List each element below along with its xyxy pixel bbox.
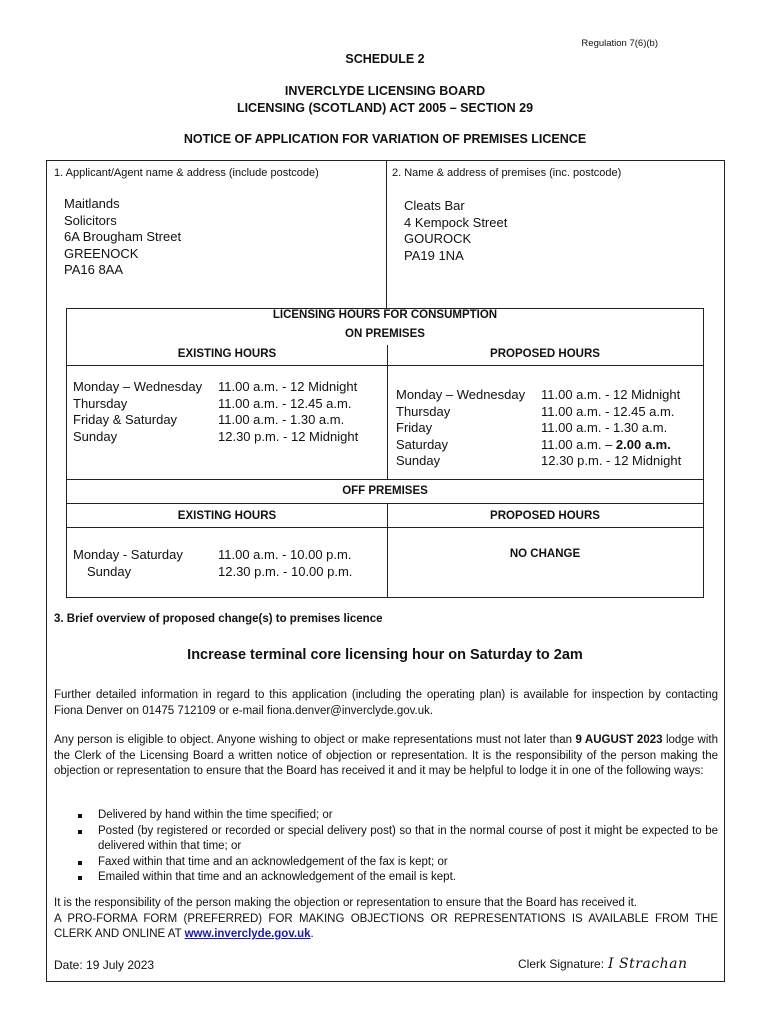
on-proposed-schedule — [396, 387, 696, 470]
on-premises-title: ON PREMISES — [345, 328, 425, 340]
schedule-row — [396, 420, 696, 437]
council-website-link[interactable]: www.inverclyde.gov.uk — [184, 928, 311, 940]
schedule-time: 12.30 p.m. - 12 Midnight — [541, 453, 682, 468]
hours-title: LICENSING HOURS FOR CONSUMPTION — [272, 309, 498, 321]
bullet-icon — [78, 861, 82, 865]
notice-heading — [0, 131, 770, 148]
act-reference: LICENSING (SCOTLAND) ACT 2005 – SECTION 29 — [236, 101, 534, 115]
proforma-text: A PRO-FORMA FORM (PREFERRED) FOR MAKING OBJECTIONS OR REPRESENTATIONS IS AVAILABLE FROM THE CLERK AND ONLINE AT — [54, 912, 718, 940]
schedule-day: Thursday — [396, 403, 451, 419]
schedule-day: Monday – Wednesday — [396, 387, 526, 402]
schedule-time: 11.00 a.m. - 1.30 a.m. — [541, 420, 668, 435]
lodging-methods-list — [54, 808, 718, 886]
applicant-line: 6A Brougham Street — [64, 229, 182, 244]
clerk-signature-block — [518, 956, 688, 972]
schedule-time — [541, 437, 671, 454]
off-proposed-value: NO CHANGE — [509, 548, 581, 560]
schedule-time: 11.00 a.m. - 12.45 a.m. — [541, 403, 675, 419]
off-premises-title: OFF PREMISES — [342, 485, 428, 497]
applicant-line: Solicitors — [64, 212, 117, 228]
applicant-label: 1. Applicant/Agent name & address (include postcode) — [54, 167, 319, 179]
on-proposed-header: PROPOSED HOURS — [490, 348, 600, 360]
schedule-title: SCHEDULE 2 — [345, 52, 425, 66]
off-existing-schedule — [73, 547, 383, 580]
schedule-row — [396, 437, 696, 454]
list-item — [54, 855, 718, 871]
schedule-day: Sunday — [73, 428, 118, 444]
schedule-day: Monday – Wednesday — [73, 379, 203, 394]
time-start: 11.00 a.m. – — [541, 436, 616, 452]
objection-paragraph — [54, 733, 718, 780]
licensing-hours-table — [66, 308, 704, 598]
schedule-time: 11.00 a.m. - 12 Midnight — [541, 387, 681, 402]
schedule-row — [73, 379, 383, 396]
regulation-reference: Regulation 7(6)(b) — [581, 38, 658, 49]
premises-line: 4 Kempock Street — [404, 214, 508, 230]
applicant-line: Maitlands — [64, 196, 120, 211]
table-rule — [67, 365, 703, 366]
schedule-time: 12.30 p.m. - 12 Midnight — [218, 428, 359, 444]
signature-label: Clerk Signature: — [518, 957, 605, 971]
on-existing-header: EXISTING HOURS — [177, 348, 277, 360]
bullet-icon — [78, 830, 82, 834]
premises-label: 2. Name & address of premises (inc. postcode) — [392, 167, 622, 179]
premises-line: PA19 1NA — [404, 247, 464, 263]
schedule-day: Sunday — [87, 563, 132, 579]
schedule-day: Saturday — [396, 436, 449, 452]
schedule-row — [73, 412, 383, 429]
board-name: INVERCLYDE LICENSING BOARD — [284, 84, 486, 98]
off-existing-header: EXISTING HOURS — [177, 510, 277, 522]
schedule-day: Thursday — [73, 395, 128, 411]
schedule-row — [396, 387, 696, 404]
notice-date: Date: 19 July 2023 — [54, 958, 155, 972]
schedule-row — [73, 547, 383, 564]
link-suffix: . — [310, 928, 314, 940]
schedule-row — [396, 453, 696, 470]
schedule-time: 11.00 a.m. - 12 Midnight — [218, 379, 358, 394]
further-info-paragraph: Further detailed information in regard to this application (including the operating plan) is available for inspection by contacting Fiona Denver on 01475 712109 or e-mail fiona.denver@inverclyde.gov.uk. — [54, 689, 718, 717]
closing-paragraph — [54, 896, 718, 943]
objection-deadline: 9 AUGUST 2023 — [575, 734, 663, 746]
schedule-time: 11.00 a.m. - 12.45 a.m. — [218, 395, 352, 411]
list-item-text: Delivered by hand within the time specified; or — [98, 809, 333, 821]
table-rule — [67, 479, 703, 480]
board-heading — [0, 83, 770, 117]
table-rule — [67, 527, 703, 528]
schedule-day: Friday — [396, 420, 433, 435]
overview-label: 3. Brief overview of proposed change(s) to premises licence — [54, 613, 383, 625]
list-item — [54, 824, 718, 855]
schedule-time: 11.00 a.m. - 10.00 p.m. — [218, 547, 352, 562]
premises-line: Cleats Bar — [404, 198, 465, 213]
schedule-heading — [0, 51, 770, 68]
responsibility-note: It is the responsibility of the person making the objection or representation to ensure that the Board has received it. — [54, 897, 638, 909]
schedule-day: Sunday — [396, 453, 441, 468]
bullet-icon — [78, 814, 82, 818]
applicant-line: PA16 8AA — [64, 262, 124, 277]
on-existing-schedule — [73, 379, 383, 445]
address-divider — [386, 160, 387, 308]
notice-title: NOTICE OF APPLICATION FOR VARIATION OF PREMISES LICENCE — [183, 132, 587, 146]
schedule-time: 11.00 a.m. - 1.30 a.m. — [218, 412, 345, 427]
schedule-row — [396, 404, 696, 421]
off-proposed-header: PROPOSED HOURS — [490, 510, 600, 522]
objection-instructions: lodge with the Clerk of the Licensing Board a written notice of objection or representation. It is the responsibility of the person making the objection or representation to ensure that the Board has received it and it may be helpful to lodge it in one of the following ways: — [54, 734, 719, 777]
overview-headline: Increase terminal core licensing hour on Saturday to 2am — [187, 647, 583, 663]
schedule-row — [73, 564, 383, 581]
list-item — [54, 808, 718, 824]
schedule-time: 12.30 p.m. - 10.00 p.m. — [218, 563, 353, 579]
proforma-note — [54, 912, 718, 943]
column-divider — [387, 345, 388, 479]
schedule-day: Monday - Saturday — [73, 547, 183, 562]
applicant-address — [64, 196, 181, 279]
objection-intro: Any person is eligible to object. Anyone wishing to object or make representations must not later than — [54, 734, 576, 746]
time-end-changed: 2.00 a.m. — [615, 436, 671, 452]
list-item — [54, 870, 718, 886]
schedule-row — [73, 396, 383, 413]
bullet-icon — [78, 876, 82, 880]
table-rule — [67, 503, 703, 504]
list-item-text: Posted (by registered or recorded or special delivery post) so that in the normal course of post it might be expected to be delivered within that time; or — [98, 824, 718, 852]
schedule-row — [73, 429, 383, 446]
applicant-line: GREENOCK — [64, 245, 139, 261]
premises-line: GOUROCK — [404, 231, 472, 246]
list-item-text: Emailed within that time and an acknowledgement of the email is kept. — [98, 871, 456, 883]
premises-address — [404, 198, 507, 264]
list-item-text: Faxed within that time and an acknowledgement of the fax is kept; or — [98, 855, 448, 868]
clerk-signature: I Strachan — [608, 956, 688, 972]
schedule-day: Friday & Saturday — [73, 412, 178, 427]
